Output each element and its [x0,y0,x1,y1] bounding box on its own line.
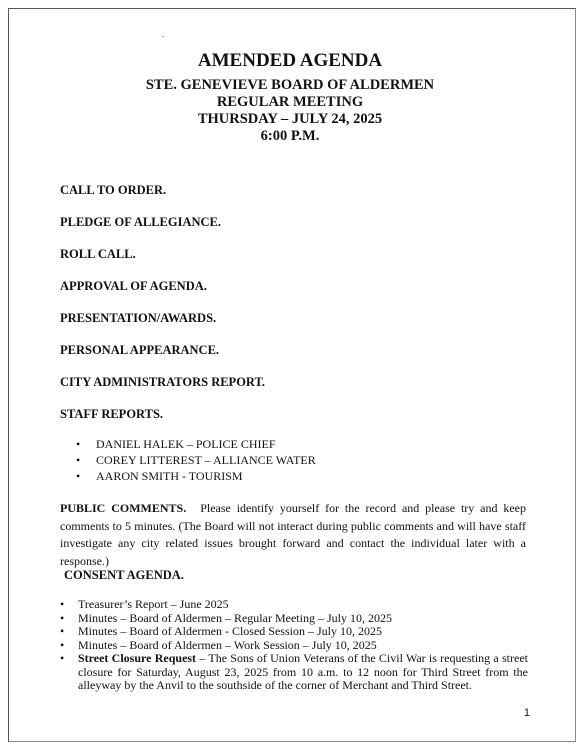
agenda-header [0,50,580,145]
list-item [76,436,316,452]
agenda-item-presentation: PRESENTATION/AWARDS. [60,311,217,325]
consent-item-text: Treasurer’s Report – June 2025 [78,597,229,611]
page-number: 1 [523,707,530,719]
street-closure-text: – The Sons of Union Veterans of the Civil War is requesting a street closure for Saturday, August 23, 2025 from 10 a.m. to 12 noon for Third Street from the alleyway by the Anvil to the southside of the corner of Merchant and Third Street. [78,651,528,692]
bullet-icon: • [60,624,65,638]
consent-item-text: Minutes – Board of Aldermen - Closed Session – July 10, 2025 [78,624,382,638]
agenda-item-personal-appearance: PERSONAL APPEARANCE. [60,343,220,357]
bullet-icon: • [76,453,81,467]
consent-agenda-list [60,598,528,693]
public-comments-text: Please identify yourself for the record and please try and keep comments to 5 minutes. (The Board will not interact during public comments and will have staff investigate any city related issues brought forward and contact the individual later with a response.) [60,501,526,568]
agenda-item-approval: APPROVAL OF AGENDA. [60,279,207,293]
scan-speck [162,36,164,37]
staff-report-text: AARON SMITH - TOURISM [96,469,243,483]
agenda-item-city-admin-report: CITY ADMINISTRATORS REPORT. [60,375,266,389]
list-item [60,612,528,626]
list-item [60,625,528,639]
bullet-icon: • [60,610,65,625]
consent-item-text: Minutes – Board of Aldermen – Regular Meeting – July 10, 2025 [78,610,392,625]
staff-report-text: COREY LITTEREST – ALLIANCE WATER [96,453,316,467]
agenda-item-call-to-order: CALL TO ORDER. [60,183,167,197]
meeting-time: 6:00 P.M. [260,128,320,144]
agenda-item-roll-call: ROLL CALL. [60,247,136,261]
public-comments-paragraph [60,500,526,570]
bullet-icon: • [60,637,65,652]
list-item [60,598,528,612]
agenda-item-staff-reports: STAFF REPORTS. [60,407,164,421]
bullet-icon: • [76,437,81,451]
list-item [60,639,528,653]
bullet-icon: • [76,469,81,483]
consent-item-text: Minutes – Board of Aldermen – Work Session – July 10, 2025 [78,637,377,652]
list-item [76,452,316,468]
meeting-date: THURSDAY – JULY 24, 2025 [197,111,383,127]
list-item [60,652,528,693]
document-title: AMENDED AGENDA [197,50,383,71]
street-closure-heading: Street Closure Request [78,651,197,665]
bullet-icon: • [60,651,65,665]
bullet-icon: • [60,597,65,611]
consent-agenda-heading: CONSENT AGENDA. [64,568,184,582]
public-comments-heading: PUBLIC COMMENTS. [60,501,187,515]
meeting-type: REGULAR MEETING [216,94,364,110]
staff-report-text: DANIEL HALEK – POLICE CHIEF [96,437,276,451]
list-item [76,468,316,484]
agenda-item-pledge: PLEDGE OF ALLEGIANCE. [60,215,222,229]
board-name: STE. GENEVIEVE BOARD OF ALDERMEN [145,77,435,93]
staff-reports-list [76,436,316,484]
